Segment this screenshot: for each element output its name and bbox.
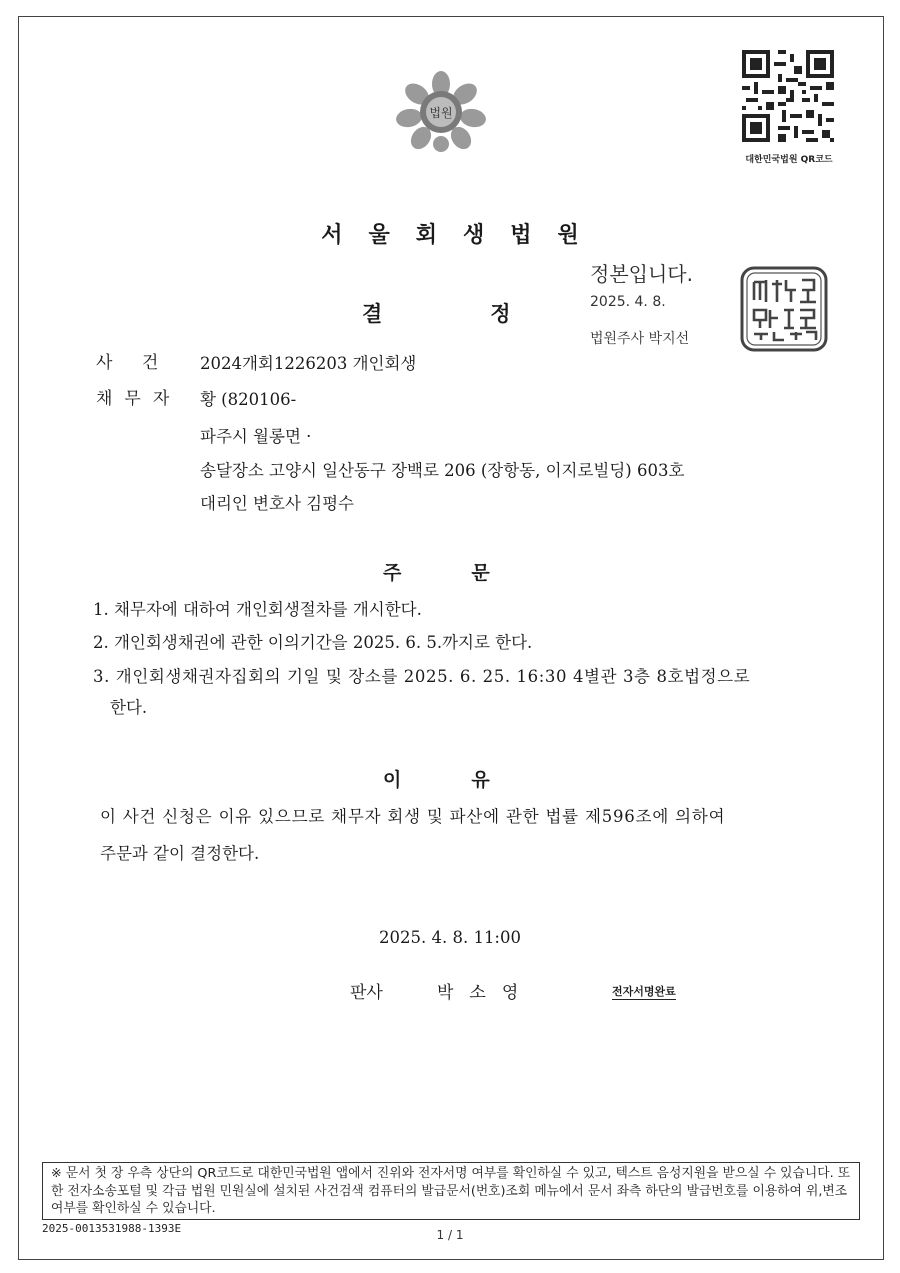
order-heading (383, 558, 490, 585)
certification-date: 2025. 4. 8. (590, 294, 666, 310)
order-item-3: 3. 개인회생채권자집회의 기일 및 장소를 2025. 6. 25. 16:30 4별관 3층 8호법정으로 (93, 667, 751, 686)
judge-name: 박소영 (437, 983, 535, 1003)
title-char-1: 결 (362, 302, 383, 326)
certified-copy-text: 정본입니다. (590, 262, 693, 286)
reason-heading-char-1: 이 (383, 769, 402, 791)
reason-line-1: 이 사건 신청은 이유 있으므로 채무자 회생 및 파산에 관한 법률 제596조에 의하여 (100, 807, 726, 826)
case-label: 사 건 (96, 353, 171, 373)
issue-number: 2025-0013531988-1393E (42, 1222, 182, 1235)
reason-heading-char-2: 유 (471, 769, 490, 791)
order-item-2: 2. 개인회생채권에 관한 이의기간을 2025. 6. 5.까지로 한다. (93, 633, 533, 652)
debtor-label: 채무자 (96, 389, 182, 409)
reason-heading (383, 765, 490, 792)
qr-caption: 대한민국법원 QR코드 (745, 155, 833, 165)
order-heading-char-1: 주 (383, 562, 402, 584)
electronic-signature-mark: 전자서명완료 (612, 985, 676, 998)
document-title (362, 298, 511, 328)
certification-officer: 법원주사 박지선 (590, 331, 690, 347)
debtor-address: 파주시 월롱면 · (200, 427, 312, 446)
debtor-value: 황 (820106- (200, 390, 297, 409)
order-item-1: 1. 채무자에 대하여 개인회생절차를 개시한다. (93, 600, 422, 619)
delivery-address: 송달장소 고양시 일산동구 장백로 206 (장항동, 이지로빌딩) 603호 (200, 461, 685, 480)
court-name: 서울회생법원 (321, 223, 605, 248)
emblem-text: 법원 (429, 106, 453, 120)
attorney: 대리인 변호사 김평수 (200, 494, 354, 513)
court-emblem-icon (395, 70, 487, 152)
qr-code-icon (737, 46, 839, 146)
order-heading-char-2: 문 (471, 562, 490, 584)
reason-line-2: 주문과 같이 결정한다. (100, 844, 260, 863)
decision-date: 2025. 4. 8. 11:00 (378, 928, 521, 947)
case-value: 2024개회1226203 개인회생 (200, 354, 417, 373)
page-number: 1 / 1 (436, 1228, 464, 1242)
title-char-2: 정 (490, 302, 511, 326)
judge-title: 판사 (350, 983, 383, 1003)
official-seal-icon (740, 266, 828, 352)
order-item-3-continued: 한다. (110, 698, 148, 717)
verification-notice: ※ 문서 첫 장 우측 상단의 QR코드로 대한민국법원 앱에서 진위와 전자서명 여부를 확인하실 수 있고, 텍스트 음성지원을 받으실 수 있습니다. 또한 전자소송포털 및 각급 법원 민원실에 설치된 사건검색 컴퓨터의 발급문서(번호)조회 메뉴에서 문서 좌측 하단의 발급번호를 이용하여 위,변조 여부를 확인하실 수 있습니다. (42, 1162, 860, 1220)
